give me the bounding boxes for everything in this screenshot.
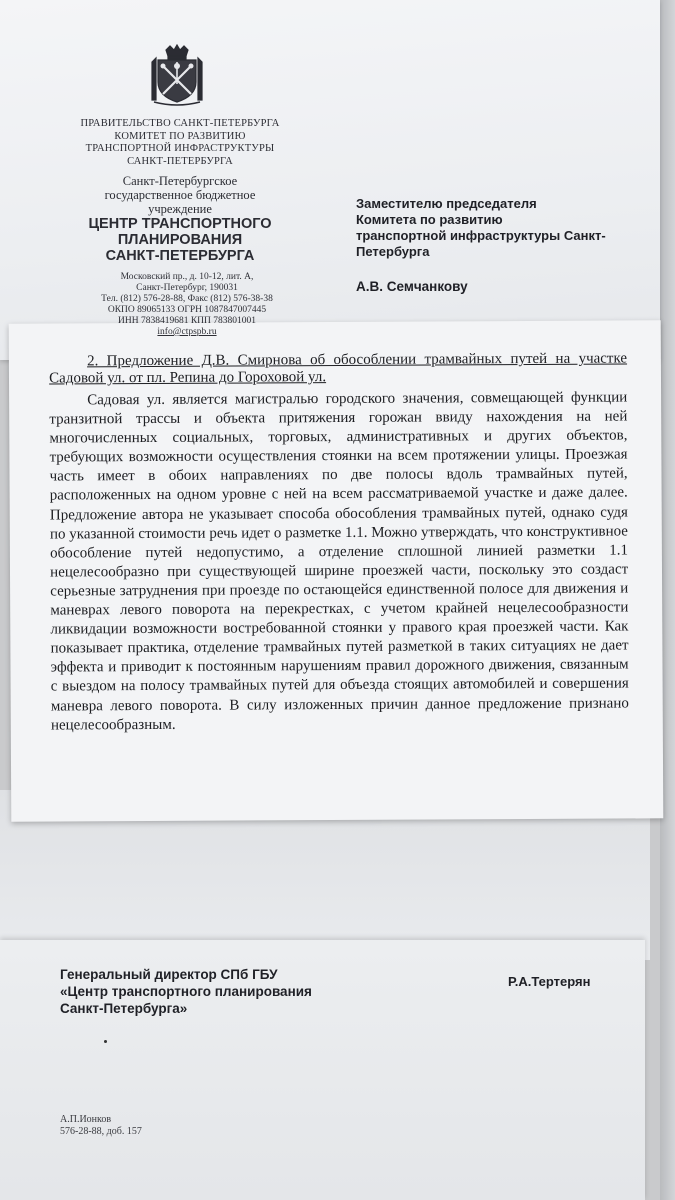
addressee-line: Петербурга — [356, 244, 430, 259]
okpo-line: ОКПО 89065133 ОГРН 1087847007445 — [107, 305, 267, 315]
org-type-line: учреждение — [148, 202, 212, 216]
org-name-line: ПЛАНИРОВАНИЯ — [117, 232, 243, 248]
ink-dot — [104, 1040, 107, 1043]
addressee-line: Заместителю председателя — [356, 196, 537, 211]
addressee-line: Комитета по развитию — [356, 212, 503, 227]
org-name-line: САНКТ-ПЕТЕРБУРГА — [105, 248, 255, 264]
sender-address — [82, 272, 292, 338]
signatory-name: Р.А.Тертерян — [508, 974, 591, 989]
government-line: ПРАВИТЕЛЬСТВО САНКТ-ПЕТЕРБУРГА — [80, 118, 280, 129]
committee-line: КОМИТЕТ ПО РАЗВИТИЮ — [114, 130, 246, 142]
executor-phone: 576-28-88, доб. 157 — [60, 1126, 142, 1137]
inn-line: ИНН 7838419681 КПП 783801001 — [117, 316, 256, 326]
signatory-title — [60, 966, 380, 1017]
committee-line: САНКТ-ПЕТЕРБУРГА — [127, 155, 233, 167]
org-type-line: государственное бюджетное — [104, 188, 256, 202]
body-paragraph: Садовая ул. является магистралью городского значения, совмещающей функции транзитной трассы и объекта притяжения горожан ввиду нахождения на ней многочисленных социальных, торговых, административных и других объектов, требующих возможности осуществления стоянки на всем протяжении улицы. Проезжая часть имеет в обоих направлениях по две полосы вдоль трамвайных путей, расположенных на одном уровне с ней на всем рассматриваемой участке и даже далее. Предложение автора не указывает способа обособления трамвайных путей, однако судя по указанной стоимости речь идет о разметке 1.1. Можно утверждать, что конструктивное обособление путей недопустимо, а отделение сплошной линией разметки 1.1 нецелесообразно при существующей ширине проезжей части, поскольку это создаст серьезные затруднения при проезде по остающейся единственной полосе для движения и маневрах левого поворота на перекрестках, с учетом крайней нецелесообразности ликвидации возможности востребованной стоянки у правого края проезжей части. Как показывает практика, отделение трамвайных путей разметкой в таких ситуациях не дает эффекта и приводит к постоянным нарушениям правил дорожного движения, связанным с выездом на полосу трамвайных путей для объезда стоящих автомобилей и совершения маневра левого поворота. В силу изложенных причин данное предложение признано нецелесообразным. — [49, 389, 629, 734]
committee-line: ТРАНСПОРТНОЙ ИНФРАСТРУКТУРЫ — [85, 143, 275, 154]
executor-name: А.П.Ионков — [60, 1114, 112, 1125]
phone-line: Тел. (812) 576-28-88, Факс (812) 576-38-38 — [101, 294, 273, 304]
background-paper-edge — [660, 0, 675, 1200]
executor-block — [60, 1114, 142, 1138]
section-title: 2. Предложение Д.В. Смирнова об обособлении трамвайных путей на участке Садовой ул. от пл. Репина до Гороховой ул. — [49, 350, 628, 387]
signatory-line: Санкт-Петербурга» — [60, 1001, 188, 1016]
org-name-line: ЦЕНТР ТРАНСПОРТНОГО — [88, 216, 272, 232]
addressee-line: транспортной инфраструктуры Санкт- — [356, 228, 606, 243]
letter-body — [49, 350, 629, 735]
address-line: Санкт-Петербург, 190031 — [136, 283, 238, 293]
signatory-line: «Центр транспортного планирования — [60, 984, 312, 999]
email-link[interactable]: info@ctpspb.ru — [157, 327, 217, 337]
org-type-line: Санкт-Петербургское — [122, 174, 238, 188]
addressee-name: А.В. Семчанкову — [356, 279, 468, 294]
addressee-block — [356, 196, 646, 260]
coat-of-arms-icon — [148, 44, 206, 106]
sender-block — [70, 118, 290, 264]
address-line: Московский пр., д. 10-12, лит. А, — [120, 272, 254, 282]
signatory-line: Генеральный директор СПб ГБУ — [60, 967, 278, 982]
